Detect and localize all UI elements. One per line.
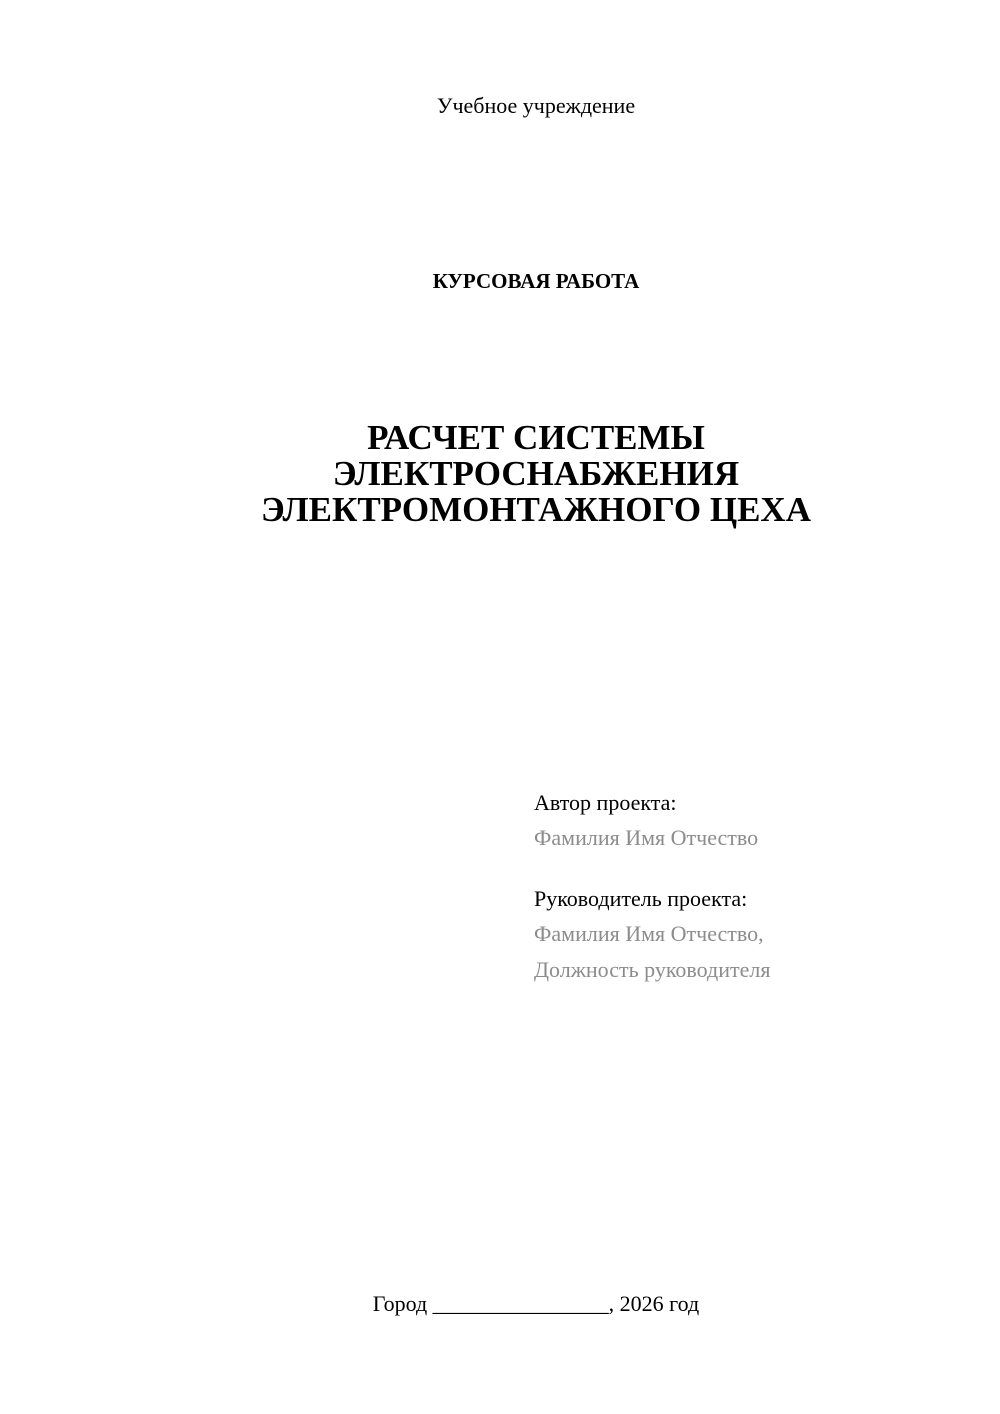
spacer — [534, 856, 974, 882]
title-line-1: РАСЧЕТ СИСТЕМЫ — [367, 418, 705, 457]
title-line-3: ЭЛЕКТРОМОНТАЖНОГО ЦЕХА — [261, 490, 811, 529]
supervisor-name: Фамилия Имя Отчество, — [534, 921, 764, 946]
supervisor-position: Должность руководителя — [534, 957, 771, 982]
work-type-heading: КУРСОВАЯ РАБОТА — [432, 269, 640, 293]
title-line-2: ЭЛЕКТРОСНАБЖЕНИЯ — [332, 454, 740, 493]
author-name: Фамилия Имя Отчество — [534, 825, 759, 850]
supervisor-label: Руководитель проекта: — [534, 886, 748, 911]
document-title — [186, 420, 886, 528]
author-label: Автор проекта: — [534, 790, 677, 815]
city-year-line: Город ________________, 2026 год — [372, 1291, 700, 1316]
institution-name: Учебное учреждение — [436, 93, 636, 118]
people-block — [534, 786, 974, 988]
